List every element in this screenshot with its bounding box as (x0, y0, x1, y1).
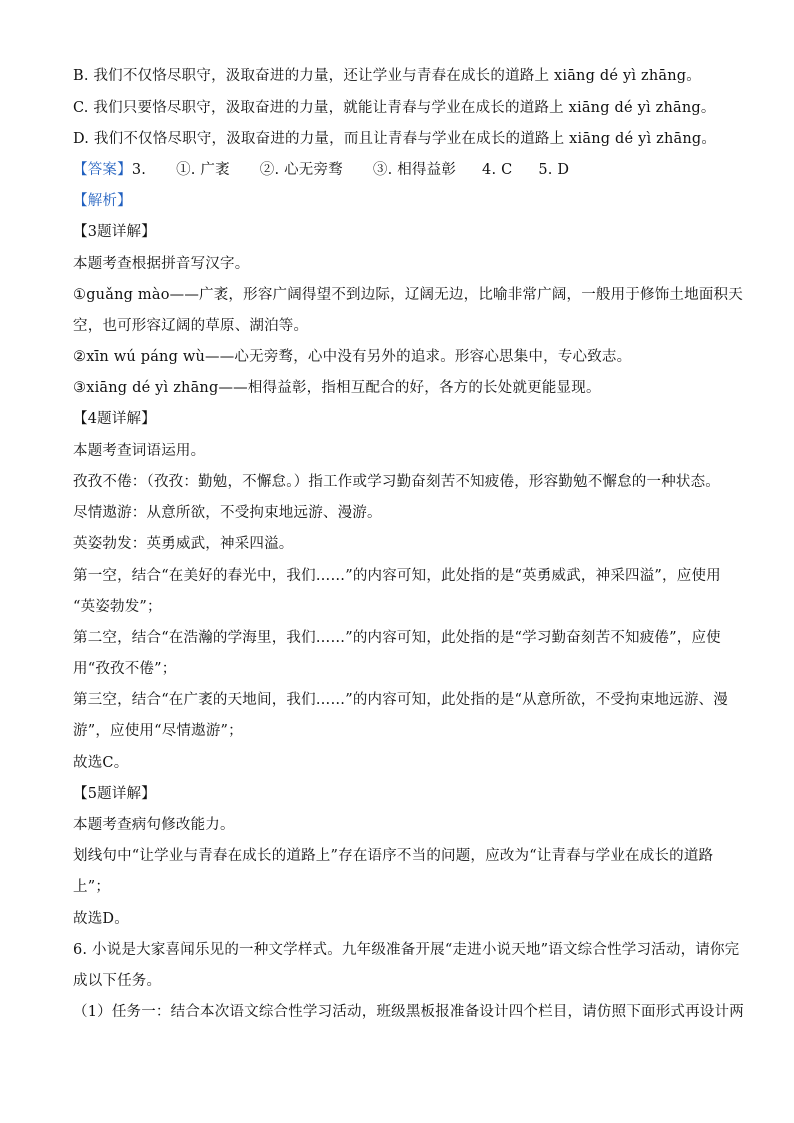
q4-def3: 英姿勃发：英勇威武，神采四溢。 (73, 536, 294, 552)
q5-heading: 【5题详解】 (73, 786, 156, 802)
q4-heading: 【4题详解】 (73, 411, 156, 427)
option-b: B. 我们不仅恪尽职守，汲取奋进的力量，还让学业与青春在成长的道路上 xiāng dé yì zhāng。 (73, 68, 701, 84)
answer-3: ③. 相得益彰 (372, 162, 457, 178)
answer-line (73, 160, 723, 180)
q6-task1: （1）任务一：结合本次语文综合性学习活动，班级黑板报准备设计四个栏目，请仿照下面形式再设计两 (73, 1004, 744, 1020)
q4-blank1-line2: “英姿勃发”； (73, 599, 162, 615)
q3-item1-line2: 空，也可形容辽阔的草原、湖泊等。 (73, 318, 309, 334)
q5-body-line1: 划线句中“让学业与青春在成长的道路上”存在语序不当的问题，应改为“让青春与学业在成长的道路 (73, 848, 714, 864)
option-c: C. 我们只要恪尽职守，汲取奋进的力量，就能让青春与学业在成长的道路上 xiāng dé yì zhāng。 (73, 100, 716, 116)
q5-choice: 故选D。 (73, 911, 129, 927)
answer-2: ②. 心无旁骛 (259, 162, 343, 178)
q4-def1: 孜孜不倦：（孜孜：勤勉，不懈怠。）指工作或学习勤奋刻苦不知疲倦，形容勤勉不懈怠的一种状态。 (73, 474, 720, 490)
q5-body-line2: 上”； (73, 879, 111, 895)
q4-blank3-line1: 第三空，结合“在广袤的天地间，我们……”的内容可知，此处指的是“从意所欲，不受拘束地远游、漫 (73, 692, 728, 708)
answer-4: 4. C (482, 162, 513, 178)
q6-line2: 成以下任务。 (73, 973, 162, 989)
answer-5: 5. D (538, 162, 570, 178)
option-d: D. 我们不仅恪尽职守，汲取奋进的力量，而且让青春与学业在成长的道路上 xiāng dé yì zhāng。 (73, 131, 717, 147)
q4-choice: 故选C。 (73, 755, 129, 771)
answer-1: ①. 广袤 (176, 162, 230, 178)
q4-blank2-line2: 用“孜孜不倦”； (73, 661, 177, 677)
answer-tag: 【答案】 (73, 162, 132, 178)
q4-blank3-line2: 游”，应使用“尽情遨游”； (73, 723, 243, 739)
q3-item2: ②xīn wú páng wù——心无旁骛，心中没有另外的追求。形容心思集中，专心致志。 (73, 349, 632, 365)
q3-heading: 【3题详解】 (73, 224, 156, 240)
analysis-tag: 【解析】 (73, 193, 132, 209)
q4-blank2-line1: 第二空，结合“在浩瀚的学海里，我们……”的内容可知，此处指的是“学习勤奋刻苦不知疲倦”，应使 (73, 630, 721, 646)
q3-item3: ③xiāng dé yì zhāng——相得益彰，指相互配合的好，各方的长处就更能显现。 (73, 380, 601, 396)
answer-num: 3. (131, 162, 147, 178)
q4-intro: 本题考查词语运用。 (73, 443, 206, 459)
q6-line1: 6. 小说是大家喜闻乐见的一种文学样式。九年级准备开展“走进小说天地”语文综合性学习活动，请你完 (73, 942, 740, 958)
q4-def2: 尽情遨游：从意所欲，不受拘束地远游、漫游。 (73, 505, 382, 521)
q5-intro: 本题考查病句修改能力。 (73, 817, 235, 833)
q3-intro: 本题考查根据拼音写汉字。 (73, 256, 250, 272)
q4-blank1-line1: 第一空，结合“在美好的春光中，我们……”的内容可知，此处指的是“英勇威武，神采四溢”，应使用 (73, 568, 721, 584)
q3-item1-line1: ①guǎng mào——广袤，形容广阔得望不到边际，辽阔无边，比喻非常广阔，一般用于修饰土地面积天 (73, 287, 743, 303)
